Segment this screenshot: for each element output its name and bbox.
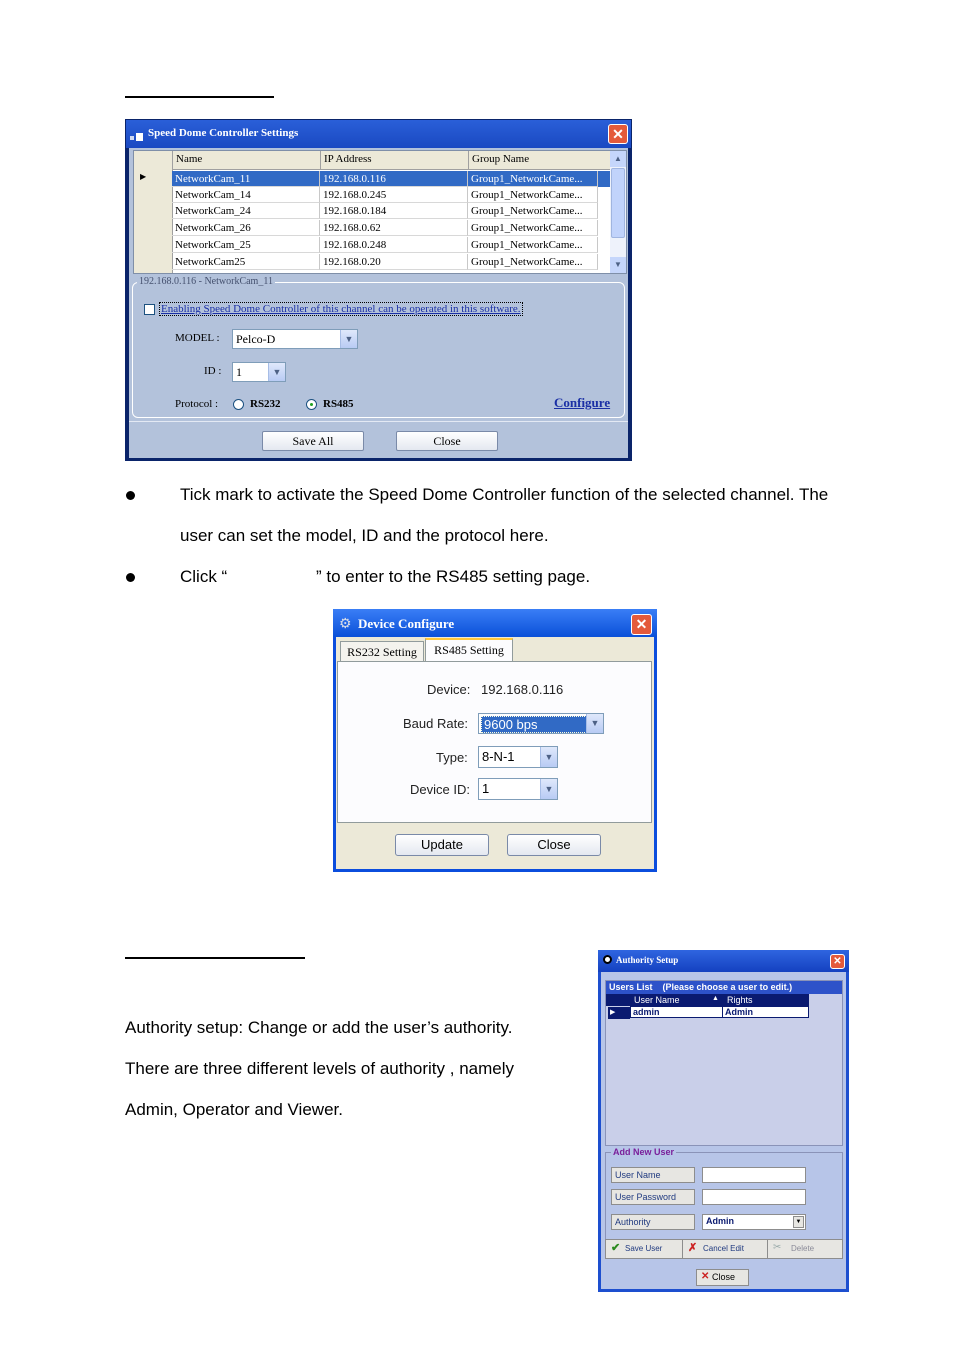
section-heading-underline — [125, 96, 274, 98]
delete-button[interactable]: ✂ Delete — [773, 1242, 815, 1253]
device-id-select[interactable]: 1 ▼ — [478, 778, 558, 800]
table-row[interactable]: NetworkCam25 192.168.0.20 Group1_NetworkCame... — [172, 254, 627, 270]
sort-arrow-icon: ▲ — [712, 995, 719, 1002]
tab-panel — [337, 661, 652, 823]
close-button[interactable]: Close — [507, 834, 601, 856]
tab-rs485[interactable]: RS485 Setting — [425, 638, 513, 662]
paragraph-line: Authority setup: Change or add the user’s authority. — [125, 1018, 513, 1037]
close-icon: ✕ — [701, 1271, 710, 1282]
close-button[interactable]: ✕ Close — [696, 1269, 749, 1286]
paragraph-line: There are three different levels of authority , namely — [125, 1059, 514, 1078]
authority-label: Authority — [611, 1214, 695, 1230]
column-header-name[interactable]: Name — [176, 153, 203, 165]
bullet-text: user can set the model, ID and the protocol here. — [180, 526, 549, 545]
column-header-group[interactable]: Group Name — [472, 153, 530, 165]
window-title: Device Configure — [358, 616, 455, 631]
table-row[interactable]: NetworkCam_26 192.168.0.62 Group1_NetworkCame... — [172, 220, 627, 236]
table-row[interactable]: NetworkCam_11 192.168.0.116 Group1_NetworkCame... — [172, 171, 627, 187]
rs485-radio[interactable] — [306, 399, 317, 410]
title-bar — [598, 950, 849, 972]
window-title: Speed Dome Controller Settings — [148, 127, 299, 139]
group-box-label: 192.168.0.116 - NetworkCam_11 — [139, 276, 273, 287]
speed-dome-dialog — [125, 119, 632, 461]
chevron-down-icon[interactable]: ▼ — [540, 747, 557, 767]
type-select[interactable]: 8-N-1 ▼ — [478, 746, 558, 768]
vertical-scrollbar[interactable] — [610, 151, 626, 273]
scroll-thumb[interactable] — [611, 168, 625, 238]
user-name-input[interactable] — [702, 1167, 806, 1183]
current-row-arrow-icon: ▶ — [140, 172, 147, 181]
title-bar — [126, 120, 631, 148]
bullet-icon — [126, 491, 135, 500]
checkmark-icon: ✔ — [611, 1242, 621, 1254]
channel-table — [133, 150, 627, 274]
cancel-icon: ✗ — [688, 1242, 698, 1254]
close-icon[interactable]: ✕ — [631, 614, 652, 635]
type-label: Type: — [436, 750, 468, 765]
scissors-icon: ✂ — [773, 1242, 782, 1253]
chevron-down-icon[interactable]: ▼ — [586, 714, 603, 733]
enable-checkbox[interactable] — [144, 304, 155, 315]
close-icon[interactable]: ✕ — [608, 124, 628, 144]
row-selector-icon: ▶ — [608, 1007, 630, 1019]
table-row[interactable]: NetworkCam_25 192.168.0.248 Group1_NetworkCame... — [172, 237, 627, 253]
bullet-text-suffix: ” to enter to the RS485 setting page. — [316, 567, 591, 586]
button-bar-divider — [129, 421, 628, 422]
title-bar — [333, 609, 657, 637]
model-label: MODEL : — [175, 332, 220, 344]
section-heading-underline — [125, 957, 305, 959]
add-new-user-label: Add New User — [613, 1147, 675, 1157]
table-row[interactable]: NetworkCam_24 192.168.0.184 Group1_NetworkCame... — [172, 203, 627, 219]
chevron-down-icon[interactable]: ▼ — [268, 363, 285, 381]
close-icon[interactable]: ✕ — [830, 954, 845, 969]
dialog-body — [336, 637, 654, 869]
cancel-edit-button[interactable]: ✗ Cancel Edit — [683, 1240, 768, 1258]
user-password-label: User Password — [611, 1189, 695, 1205]
column-header-rights[interactable]: Rights — [727, 995, 753, 1005]
gear-icon: ⚙ — [339, 615, 352, 631]
paragraph-line: Admin, Operator and Viewer. — [125, 1100, 343, 1119]
chevron-down-icon[interactable]: ▼ — [540, 779, 557, 799]
device-label: Device: — [427, 682, 471, 697]
device-value: 192.168.0.116 — [481, 682, 564, 697]
configure-link[interactable]: Configure — [554, 395, 611, 410]
users-list-panel — [605, 980, 843, 1146]
user-name-label: User Name — [611, 1167, 695, 1183]
window-title: Authority Setup — [616, 955, 679, 965]
device-configure-dialog — [333, 609, 657, 872]
bullet-text-prefix: Click “ — [180, 567, 228, 586]
save-user-button[interactable]: ✔ Save User — [606, 1240, 683, 1258]
bullet-text: Tick mark to activate the Speed Dome Controller function of the selected channel. The — [180, 485, 829, 504]
baud-rate-label: Baud Rate: — [403, 716, 469, 731]
rs485-label[interactable]: RS485 — [323, 398, 354, 410]
dialog-body — [129, 148, 628, 458]
close-button[interactable]: Close — [396, 431, 498, 451]
save-all-button[interactable]: Save All — [262, 431, 364, 451]
scroll-up-icon[interactable]: ▲ — [610, 151, 626, 167]
authority-setup-dialog — [598, 950, 849, 1292]
chevron-down-icon[interactable]: ▼ — [340, 330, 357, 348]
protocol-label: Protocol : — [175, 398, 219, 410]
table-row[interactable]: NetworkCam_14 192.168.0.245 Group1_NetworkCame... — [172, 187, 627, 203]
column-header-user-name[interactable]: User Name — [634, 995, 680, 1005]
rs232-label[interactable]: RS232 — [250, 398, 281, 410]
update-button[interactable]: Update — [395, 834, 489, 856]
user-password-input[interactable] — [702, 1189, 806, 1205]
dialog-body — [601, 972, 846, 1289]
table-row[interactable]: admin Admin — [630, 1006, 809, 1018]
device-id-label: Device ID: — [410, 782, 470, 797]
users-list-header: Users List (Please choose a user to edit.) — [606, 981, 842, 994]
tab-rs232[interactable]: RS232 Setting — [340, 641, 424, 661]
window-icon — [603, 955, 612, 964]
bullet-icon — [126, 573, 135, 582]
column-header-ip[interactable]: IP Address — [324, 153, 372, 165]
enable-label[interactable]: Enabling Speed Dome Controller of this channel can be operated in this software. — [161, 303, 521, 315]
authority-select[interactable]: Admin ▼ — [702, 1214, 806, 1230]
model-select[interactable]: Pelco-D ▼ — [232, 329, 358, 349]
scroll-down-icon[interactable]: ▼ — [610, 257, 626, 273]
id-label: ID : — [204, 365, 222, 377]
chevron-down-icon[interactable]: ▼ — [793, 1216, 804, 1228]
rs232-radio[interactable] — [233, 399, 244, 410]
window-icon — [130, 129, 144, 139]
id-select[interactable]: 1 ▼ — [232, 362, 286, 382]
baud-rate-select[interactable]: 9600 bps ▼ — [478, 713, 604, 734]
